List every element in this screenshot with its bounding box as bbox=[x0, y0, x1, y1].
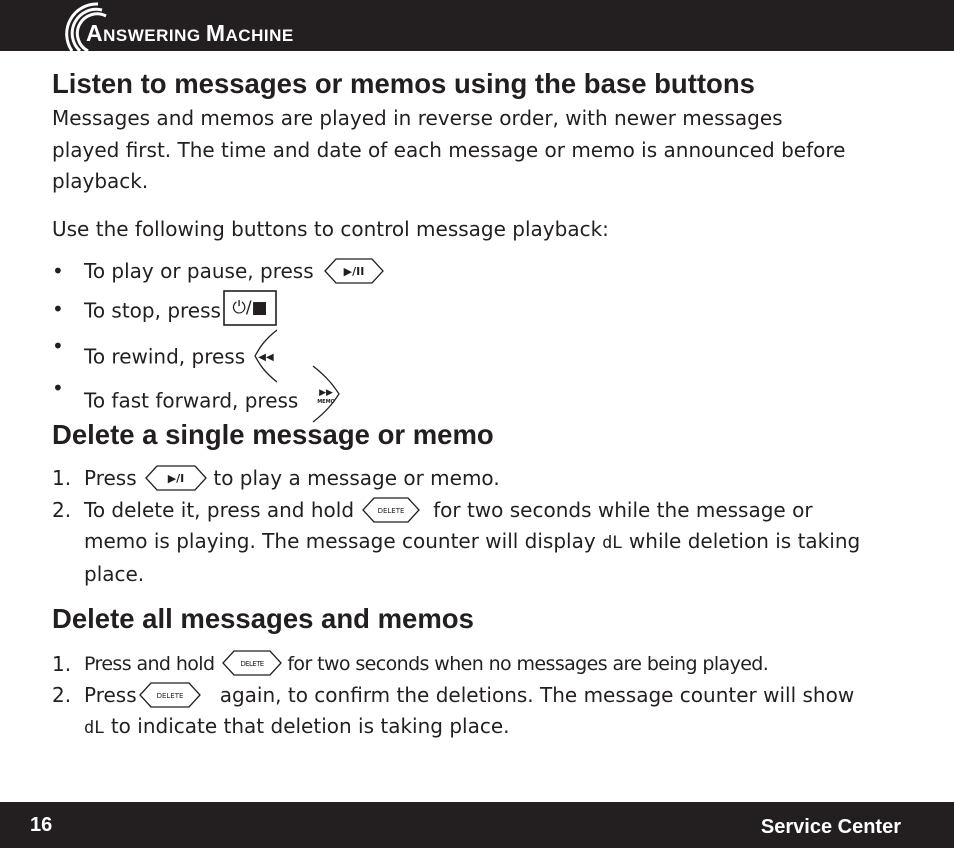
footer-bar bbox=[0, 802, 954, 848]
svg-text:◀◀: ◀◀ bbox=[258, 352, 275, 363]
step-text: while deletion is taking bbox=[628, 529, 861, 553]
heading-delete-all: Delete all messages and memos bbox=[52, 603, 474, 634]
bullet-mark: • bbox=[52, 297, 64, 321]
bullet-text: To stop, press bbox=[84, 298, 221, 323]
step-text: To delete it, press and hold bbox=[84, 498, 355, 522]
controls-intro: Use the following buttons to control message playback: bbox=[52, 217, 609, 241]
step-text: again, to confirm the deletions. The message counter will show bbox=[219, 683, 855, 707]
step-text: memo is playing. The message counter will display bbox=[84, 529, 596, 553]
step-text: to indicate that deletion is taking place. bbox=[110, 714, 510, 738]
play-button-icon bbox=[145, 464, 207, 492]
power-stop-button-icon bbox=[223, 290, 277, 326]
page-number: 16 bbox=[30, 814, 53, 836]
heading-delete-single: Delete a single message or memo bbox=[52, 419, 494, 450]
heading-listen: Listen to messages or memos using the base buttons bbox=[52, 68, 755, 99]
bullet-mark: • bbox=[52, 259, 64, 283]
svg-text:DELETE: DELETE bbox=[156, 691, 184, 700]
svg-text:▶/II: ▶/II bbox=[343, 264, 365, 278]
footer-section-title: Service Center bbox=[760, 816, 901, 838]
delete-button-icon bbox=[222, 649, 282, 677]
delete-button-icon bbox=[362, 496, 420, 524]
step-text: Press and hold bbox=[84, 653, 215, 675]
svg-text:⏻/■: ⏻/■ bbox=[232, 298, 268, 318]
svg-text:DELETE: DELETE bbox=[377, 506, 405, 515]
step-text: place. bbox=[84, 562, 145, 586]
step-text: Press bbox=[84, 466, 137, 490]
intro-line-3: playback. bbox=[52, 169, 149, 193]
bullet-mark: • bbox=[52, 376, 64, 400]
svg-text:▶/I: ▶/I bbox=[167, 471, 185, 485]
fast-forward-memo-button-icon bbox=[309, 365, 343, 423]
bullet-mark: • bbox=[52, 334, 64, 358]
header-bar bbox=[0, 0, 954, 51]
step-text: to play a message or memo. bbox=[213, 466, 500, 490]
intro-line-1: Messages and memos are played in reverse order, with newer messages bbox=[52, 106, 783, 130]
section-title: ANSWERING MACHINE bbox=[86, 20, 294, 46]
delete-button-icon bbox=[139, 681, 201, 709]
step-number: 2. bbox=[52, 683, 72, 707]
svg-text:MEMO: MEMO bbox=[316, 399, 335, 405]
bullet-text: To rewind, press bbox=[84, 344, 246, 369]
step-text: for two seconds while the message or bbox=[433, 498, 813, 522]
step-text: Press bbox=[84, 683, 137, 707]
svg-text:DELETE: DELETE bbox=[240, 659, 264, 668]
lcd-display-code: dL bbox=[602, 533, 623, 553]
step-number: 2. bbox=[52, 498, 72, 522]
step-number: 1. bbox=[52, 652, 72, 676]
step-text: for two seconds when no messages are being played. bbox=[287, 653, 769, 675]
lcd-display-code: dL bbox=[84, 718, 105, 738]
play-pause-button-icon bbox=[324, 257, 384, 285]
svg-text:▶▶: ▶▶ bbox=[318, 388, 333, 398]
intro-line-2: played first. The time and date of each message or memo is announced before bbox=[52, 138, 846, 162]
step-number: 1. bbox=[52, 466, 72, 490]
bullet-text: To play or pause, press bbox=[84, 259, 314, 283]
bullet-text: To fast forward, press bbox=[84, 388, 299, 413]
